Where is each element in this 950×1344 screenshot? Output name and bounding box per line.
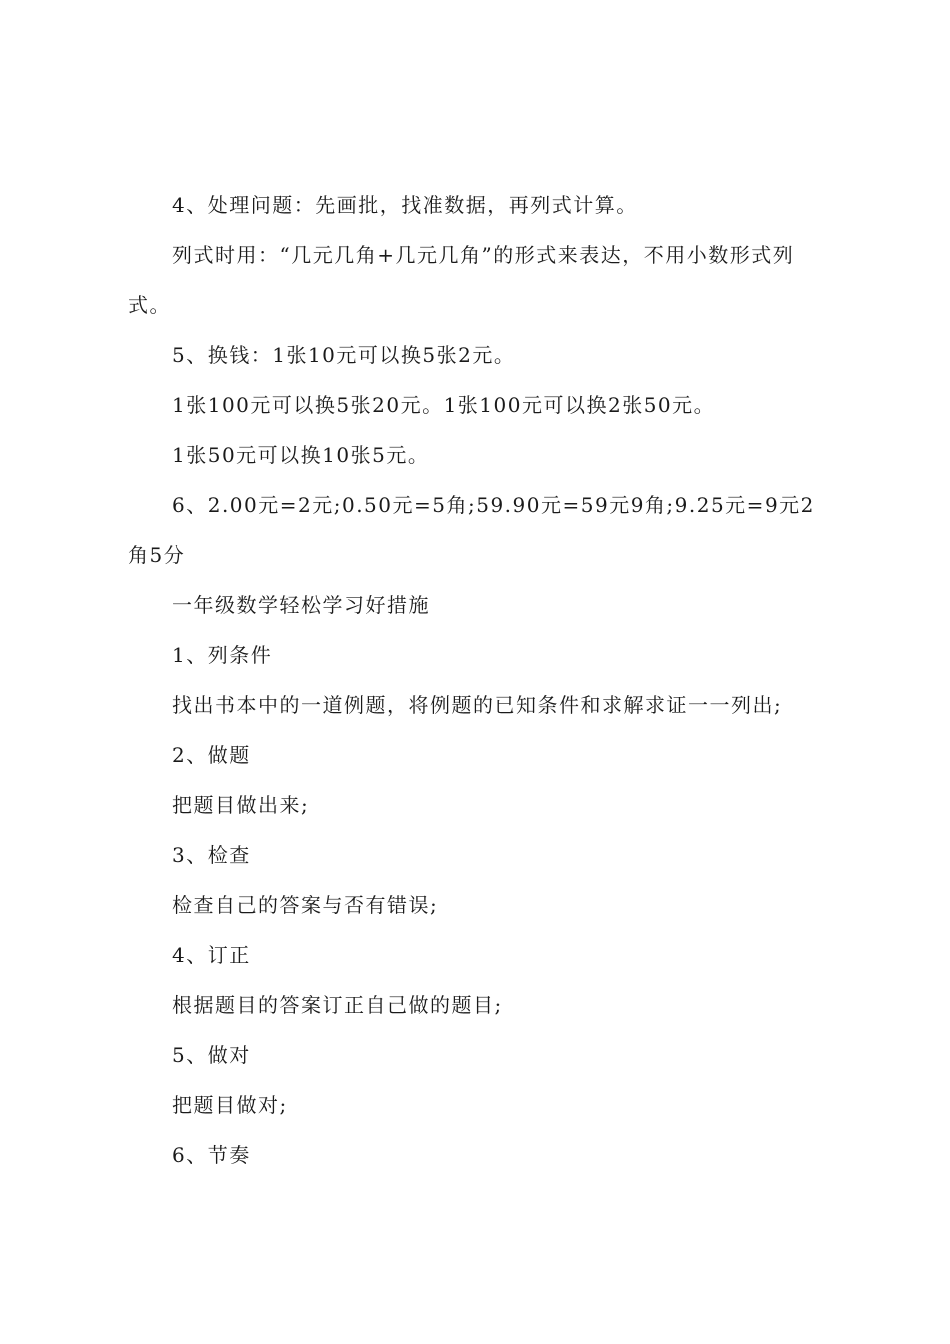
paragraph-5: 1张50元可以换10张5元。 [172,443,430,467]
paragraph-1: 4、处理问题：先画批，找准数据，再列式计算。 [172,193,638,217]
step-1-title: 1、列条件 [172,643,273,667]
step-4-title: 4、订正 [172,943,251,967]
section-heading: 一年级数学轻松学习好措施 [172,593,430,617]
step-5-text: 把题目做对; [172,1093,288,1117]
paragraph-6: 6、2.00元=2元;0.50元=5角;59.90元=59元9角;9.25元=9元2角5分 [128,493,815,567]
paragraph-3: 5、换钱：1张10元可以换5张2元。 [172,343,516,367]
step-6-title: 6、节奏 [172,1143,251,1167]
paragraph-2: 列式时用：“几元几角+几元几角”的形式来表达，不用小数形式列式。 [128,243,795,317]
step-2-title: 2、做题 [172,743,251,767]
step-3-text: 检查自己的答案与否有错误; [172,893,439,917]
step-3-title: 3、检查 [172,843,251,867]
step-2-text: 把题目做出来; [172,793,310,817]
step-5-title: 5、做对 [172,1043,251,1067]
step-4-text: 根据题目的答案订正自己做的题目; [172,993,503,1017]
paragraph-4: 1张100元可以换5张20元。1张100元可以换2张50元。 [172,393,716,417]
step-1-text: 找出书本中的一道例题，将例题的已知条件和求解求证一一列出; [172,693,783,717]
